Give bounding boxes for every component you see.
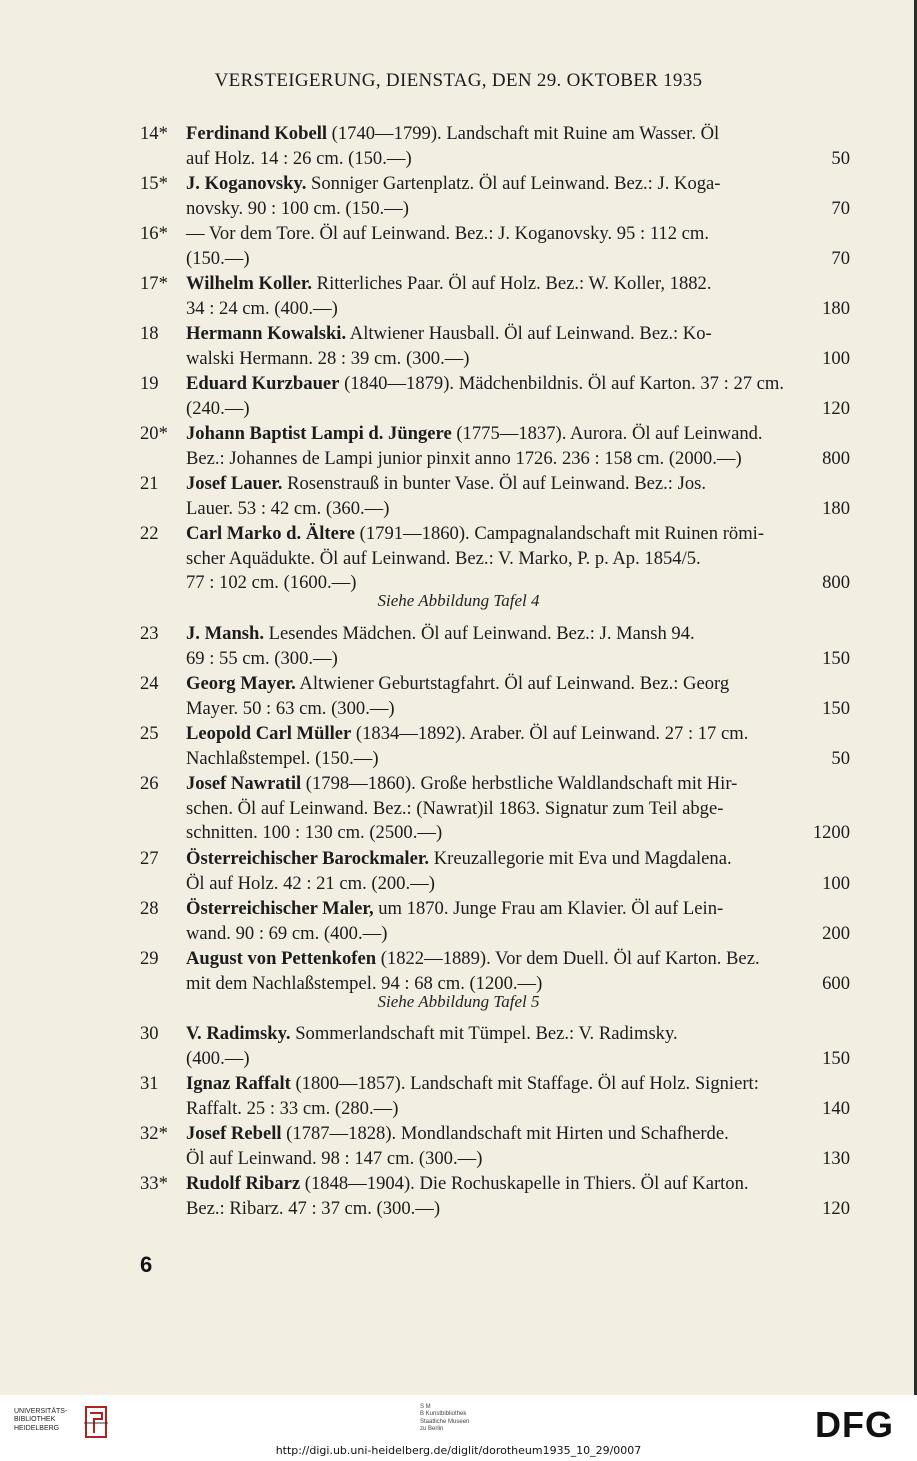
- lot-text: 34 : 24 cm. (400.—): [186, 297, 338, 319]
- lot-entry: [140, 622, 850, 671]
- lot-entry: [140, 722, 850, 771]
- lot-price: 180: [822, 497, 850, 519]
- lot-number: 30: [140, 1023, 159, 1044]
- lot-number: 31: [140, 1073, 159, 1094]
- lot-price: 150: [822, 647, 850, 669]
- lot-price: 130: [822, 1147, 850, 1169]
- lot-description: [186, 222, 850, 271]
- lot-description: [186, 322, 850, 371]
- lot-price: 200: [822, 922, 850, 944]
- lot-entry: [140, 322, 850, 371]
- artist-name: Österreichischer Barockmaler.: [186, 848, 430, 869]
- artist-name: Eduard Kurzbauer: [186, 373, 340, 394]
- lot-price: 600: [822, 972, 850, 994]
- lot-text: (1822—1889). Vor dem Duell. Öl auf Karton. Bez.: [376, 948, 760, 969]
- plate-reference-caption: Siehe Abbildung Tafel 4: [377, 591, 540, 610]
- lot-entry: [140, 1122, 850, 1171]
- lot-entry: [140, 172, 850, 221]
- lot-price: 120: [822, 1197, 850, 1219]
- lot-text: Ritterliches Paar. Öl auf Holz. Bez.: W. Koller, 1882.: [312, 273, 712, 294]
- lot-description: [186, 1022, 850, 1071]
- lot-description: [186, 272, 850, 321]
- lot-description: [186, 847, 850, 896]
- lot-description: [186, 622, 850, 671]
- lot-entry: [140, 372, 850, 421]
- lot-entry: [140, 1022, 850, 1071]
- lot-number: 25: [140, 723, 159, 744]
- lot-description: [186, 672, 850, 721]
- lot-price: 120: [822, 397, 850, 419]
- lot-text: Öl auf Holz. 42 : 21 cm. (200.—): [186, 872, 435, 894]
- artist-name: J. Mansh.: [186, 623, 265, 644]
- lot-text: (1798—1860). Große herbstliche Waldlandschaft mit Hir-: [301, 773, 738, 794]
- page-number: 6: [140, 1252, 153, 1277]
- lot-text: Rosenstrauß in bunter Vase. Öl auf Leinwand. Bez.: Jos.: [282, 473, 707, 494]
- lot-text: Lesendes Mädchen. Öl auf Leinwand. Bez.: J. Mansh 94.: [264, 623, 695, 644]
- stamp-line: S M: [420, 1404, 431, 1410]
- lot-price: 150: [822, 1047, 850, 1069]
- artist-name: Carl Marko d. Ältere: [186, 523, 356, 544]
- lot-entry: [140, 897, 850, 946]
- artist-name: Wilhelm Koller.: [186, 273, 313, 294]
- lot-text: Bez.: Johannes de Lampi junior pinxit anno 1726. 236 : 158 cm. (2000.—): [186, 447, 742, 469]
- lot-description: [186, 122, 850, 171]
- lot-entry: [140, 772, 850, 846]
- lot-text: Öl auf Leinwand. 98 : 147 cm. (300.—): [186, 1147, 483, 1169]
- lot-description: [186, 897, 850, 946]
- library-name-line: BIBLIOTHEK: [14, 1416, 56, 1424]
- page-header: VERSTEIGERUNG, DIENSTAG, DEN 29. OKTOBER 1935: [214, 70, 703, 91]
- lot-description: [186, 1172, 850, 1221]
- lot-price: 800: [822, 447, 850, 469]
- lot-entry: [140, 122, 850, 171]
- lot-text: wand. 90 : 69 cm. (400.—): [186, 922, 388, 944]
- lot-text: (400.—): [186, 1047, 250, 1069]
- lot-number: 14*: [140, 123, 168, 144]
- lot-entry: [140, 1072, 850, 1121]
- lot-number: 26: [140, 773, 159, 794]
- lot-price: 800: [822, 572, 850, 593]
- source-url[interactable]: http://digi.ub.uni-heidelberg.de/diglit/dorotheum1935_10_29/0007: [275, 1444, 642, 1457]
- lot-text: Kreuzallegorie mit Eva und Magdalena.: [429, 848, 732, 869]
- lot-text: (1791—1860). Campagnalandschaft mit Ruinen römi-: [355, 523, 765, 544]
- artist-name: Josef Nawratil: [186, 773, 302, 794]
- stamp-line: zu Berlin: [420, 1426, 444, 1433]
- lot-description: [186, 1072, 850, 1121]
- lot-entry: [140, 522, 850, 596]
- lot-number: 17*: [140, 273, 168, 294]
- library-logo-icon: [80, 1403, 112, 1443]
- lot-description: [186, 722, 850, 771]
- museum-stamp: [420, 1404, 520, 1434]
- lot-text: (1848—1904). Die Rochuskapelle in Thiers. Öl auf Karton.: [300, 1173, 749, 1194]
- lot-price: 180: [822, 297, 850, 319]
- lot-description: [186, 772, 850, 846]
- lot-description: [186, 172, 850, 221]
- stamp-line: Staatliche Museen: [420, 1418, 470, 1425]
- lot-text: schnitten. 100 : 130 cm. (2500.—): [186, 822, 443, 843]
- lot-number: 27: [140, 848, 159, 869]
- lot-number: 15*: [140, 173, 168, 194]
- lot-number: 32*: [140, 1123, 168, 1144]
- lot-entry: [140, 422, 850, 471]
- lot-text: Raffalt. 25 : 33 cm. (280.—): [186, 1097, 399, 1119]
- lot-description: [186, 1122, 850, 1171]
- lot-number: 28: [140, 898, 159, 919]
- lot-description: [186, 947, 850, 996]
- artist-name: Rudolf Ribarz: [186, 1173, 301, 1194]
- lot-entry: [140, 472, 850, 521]
- lot-description: [186, 422, 850, 471]
- lot-text: auf Holz. 14 : 26 cm. (150.—): [186, 147, 412, 169]
- lot-description: [186, 372, 850, 421]
- lot-text: scher Aquädukte. Öl auf Leinwand. Bez.: V. Marko, P. p. Ap. 1854/5.: [186, 547, 701, 569]
- lot-text: 77 : 102 cm. (1600.—): [186, 572, 357, 593]
- artist-name: August von Pettenkofen: [186, 948, 377, 969]
- artist-name: Johann Baptist Lampi d. Jüngere: [186, 423, 452, 444]
- lot-entry: [140, 222, 850, 271]
- library-name-line: UNIVERSITÄTS-: [14, 1408, 68, 1415]
- lot-entry: [140, 847, 850, 896]
- lot-text: novsky. 90 : 100 cm. (150.—): [186, 197, 409, 219]
- lot-text: Lauer. 53 : 42 cm. (360.—): [186, 497, 390, 519]
- lot-entry: [140, 272, 850, 321]
- lot-price: 50: [831, 147, 850, 169]
- artist-name: Josef Rebell: [186, 1123, 282, 1144]
- lot-text: 69 : 55 cm. (300.—): [186, 647, 338, 669]
- lot-price: 50: [831, 747, 850, 769]
- lot-text: (1775—1837). Aurora. Öl auf Leinwand.: [451, 423, 763, 444]
- lot-number: 21: [140, 473, 159, 494]
- lot-text: (1834—1892). Araber. Öl auf Leinwand. 27 : 17 cm.: [351, 723, 749, 744]
- lot-price: 1200: [812, 822, 850, 843]
- dfg-logo: DFG: [815, 1404, 894, 1445]
- lot-text: Mayer. 50 : 63 cm. (300.—): [186, 697, 395, 719]
- lot-text: (240.—): [186, 397, 250, 419]
- lot-text: (1787—1828). Mondlandschaft mit Hirten und Schafherde.: [281, 1123, 729, 1144]
- artist-name: Georg Mayer.: [186, 673, 296, 694]
- lot-text: schen. Öl auf Leinwand. Bez.: (Nawrat)il 1863. Signatur zum Teil abge-: [186, 797, 724, 819]
- lot-text: Bez.: Ribarz. 47 : 37 cm. (300.—): [186, 1197, 441, 1219]
- lot-price: 70: [831, 247, 850, 269]
- lot-price: 150: [822, 697, 850, 719]
- stamp-line: B Kunstbibliothek: [420, 1411, 467, 1418]
- lot-number: 18: [140, 323, 159, 344]
- lot-entry: [140, 672, 850, 721]
- artist-name: Leopold Carl Müller: [186, 723, 352, 744]
- lot-text: Altwiener Hausball. Öl auf Leinwand. Bez.: Ko-: [346, 323, 712, 344]
- lot-number: 22: [140, 523, 159, 544]
- lot-number: 29: [140, 948, 159, 969]
- artist-name: Hermann Kowalski.: [186, 323, 347, 344]
- artist-name: Ignaz Raffalt: [186, 1073, 291, 1094]
- lot-text: — Vor dem Tore. Öl auf Leinwand. Bez.: J. Koganovsky. 95 : 112 cm.: [186, 223, 710, 244]
- lot-price: 100: [822, 872, 850, 894]
- lot-price: 100: [822, 347, 850, 369]
- lot-text: (1840—1879). Mädchenbildnis. Öl auf Karton. 37 : 27 cm.: [339, 373, 785, 394]
- lot-text: (1800—1857). Landschaft mit Staffage. Öl auf Holz. Signiert:: [290, 1073, 759, 1094]
- artist-name: Ferdinand Kobell: [186, 123, 328, 144]
- artist-name: V. Radimsky.: [186, 1023, 291, 1044]
- lot-text: walski Hermann. 28 : 39 cm. (300.—): [186, 347, 470, 369]
- lot-number: 24: [140, 673, 159, 694]
- lot-number: 16*: [140, 223, 168, 244]
- lot-number: 20*: [140, 423, 168, 444]
- lot-number: 23: [140, 623, 159, 644]
- lot-text: um 1870. Junge Frau am Klavier. Öl auf Lein-: [373, 898, 724, 919]
- lot-price: 140: [822, 1097, 850, 1119]
- plate-reference-caption: Siehe Abbildung Tafel 5: [377, 992, 540, 1011]
- lot-text: (1740—1799). Landschaft mit Ruine am Wasser. Öl: [327, 123, 720, 144]
- lot-price: 70: [831, 197, 850, 219]
- artist-name: Österreichischer Maler,: [186, 898, 374, 919]
- artist-name: Josef Lauer.: [186, 473, 283, 494]
- lot-description: [186, 472, 850, 521]
- lot-text: Nachlaßstempel. (150.—): [186, 747, 379, 769]
- lot-text: mit dem Nachlaßstempel. 94 : 68 cm. (1200.—): [186, 972, 543, 994]
- lot-number: 19: [140, 373, 159, 394]
- lot-text: Sonniger Gartenplatz. Öl auf Leinwand. Bez.: J. Koga-: [306, 173, 721, 194]
- lot-entry: [140, 947, 850, 996]
- artist-name: J. Koganovsky.: [186, 173, 307, 194]
- lot-entry: [140, 1172, 850, 1221]
- lot-number: 33*: [140, 1173, 168, 1194]
- lot-text: (150.—): [186, 247, 250, 269]
- library-name-line: HEIDELBERG: [14, 1424, 60, 1432]
- lot-text: Sommerlandschaft mit Tümpel. Bez.: V. Radimsky.: [290, 1023, 678, 1044]
- lot-description: [186, 522, 850, 596]
- lot-text: Altwiener Geburtstagfahrt. Öl auf Leinwand. Bez.: Georg: [295, 673, 730, 694]
